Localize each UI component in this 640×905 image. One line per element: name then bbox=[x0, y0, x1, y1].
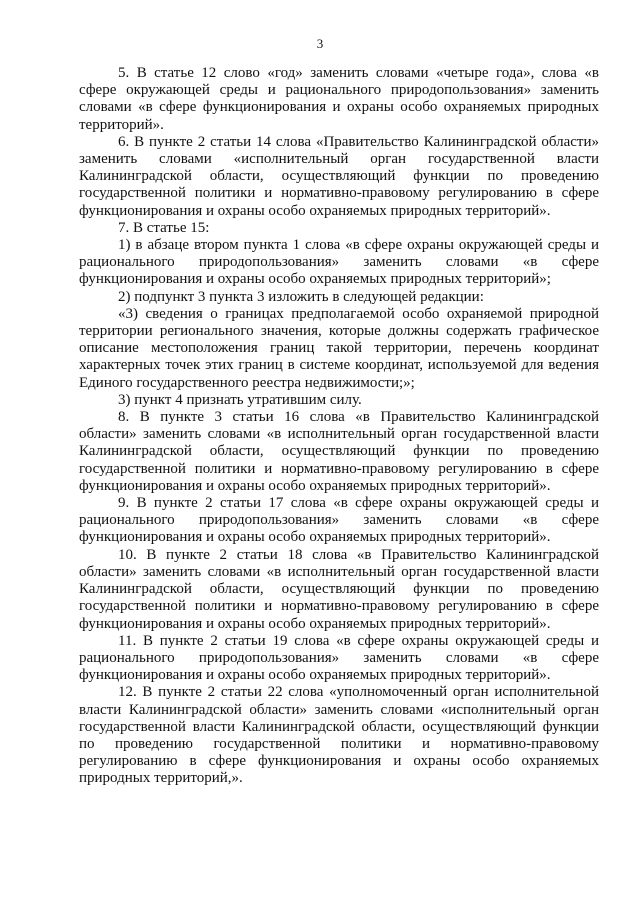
paragraph-item-10: 10. В пункте 2 статьи 18 слова «в Правительство Калининградской области» заменить словами «в исполнительный орган государственной власти Калининградской области, осуществляющий функции по проведению государственной политики и нормативно-правовому регулированию в сфере функционирования и охраны особо охраняемых природных территорий». bbox=[79, 546, 599, 632]
paragraph-item-9: 9. В пункте 2 статьи 17 слова «в сфере охраны окружающей среды и рационального природопользования» заменить словами «в сфере функционирования и охраны особо охраняемых природных территорий». bbox=[79, 495, 599, 546]
paragraph-item-8: 8. В пункте 3 статьи 16 слова «в Правительство Калининградской области» заменить словами «в исполнительный орган государственной власти Калининградской области, осуществляющий функции по проведению государственной политики и нормативно-правовому регулированию в сфере функционирования и охраны особо охраняемых природных территорий». bbox=[79, 409, 599, 494]
paragraph-item-6: 6. В пункте 2 статьи 14 слова «Правительство Калининградской области» заменить словами «исполнительный орган государственной власти Калининградской области, осуществляющий функции по проведению государственной политики и нормативно-правовому регулированию в сфере функционирования и охраны особо охраняемых природных территорий». bbox=[79, 133, 599, 219]
subparagraph-7-3: 3) пункт 4 признать утратившим силу. bbox=[118, 391, 362, 408]
document-body bbox=[79, 65, 599, 788]
subparagraph-7-1: 1) в абзаце втором пункта 1 слова «в сфере охраны окружающей среды и рационального природопользования» заменить словами «в сфере функционирования и охраны особо охраняемых природных территорий»; bbox=[79, 237, 599, 288]
quoted-new-wording: «3) сведения о границах предполагаемой особо охраняемой природной территории регионального значения, которые должны содержать графическое описание местоположения границ такой территории, перечень координат характерных точек этих границ в системе координат, используемой для ведения Единого государственного реестра недвижимости;»; bbox=[79, 305, 599, 391]
paragraph-item-5: 5. В статье 12 слово «год» заменить словами «четыре года», слова «в сфере окружающей среды и рационального природопользования» заменить словами «в сфере функционирования и охраны особо охраняемых природных территорий». bbox=[79, 65, 599, 133]
page-number: 3 bbox=[316, 36, 324, 51]
subparagraph-7-2: 2) подпункт 3 пункта 3 изложить в следующей редакции: bbox=[118, 288, 484, 305]
paragraph-item-12: 12. В пункте 2 статьи 22 слова «уполномоченный орган исполнительной власти Калининградской области» заменить словами «исполнительный орган государственной власти Калининградской области, осуществляющий функции по проведению государственной политики и нормативно-правовому регулированию в сфере функционирования и охраны особо охраняемых природных территорий,». bbox=[79, 684, 599, 787]
paragraph-item-11: 11. В пункте 2 статьи 19 слова «в сфере охраны окружающей среды и рационального природопользования» заменить словами «в сфере функционирования и охраны особо охраняемых природных территорий». bbox=[79, 632, 599, 684]
paragraph-item-7: 7. В статье 15: bbox=[118, 219, 210, 236]
